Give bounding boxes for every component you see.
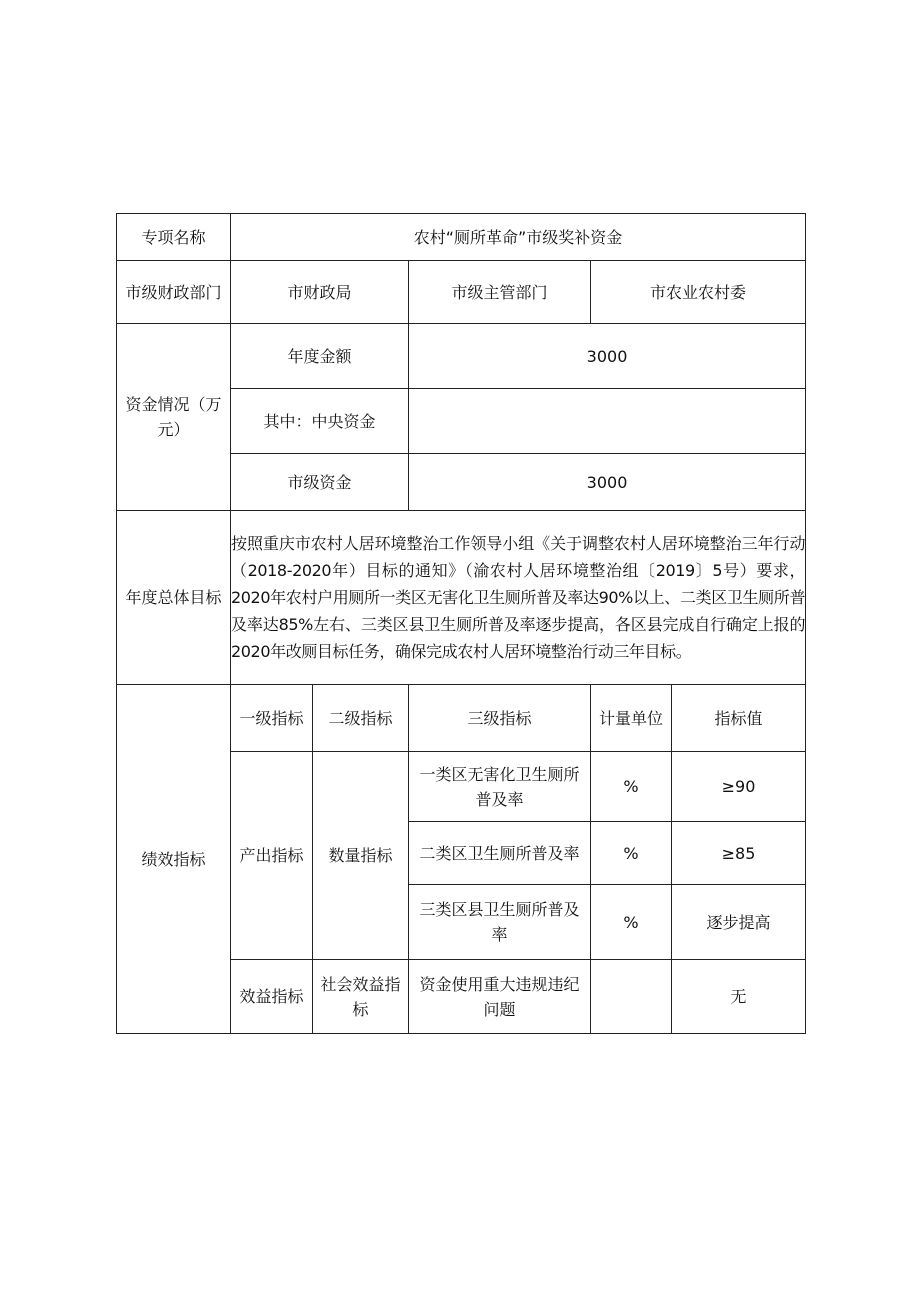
indicator-unit: % xyxy=(591,885,672,960)
indicator-value: ≥90 xyxy=(672,752,806,822)
table-row xyxy=(117,511,806,685)
project-name-label: 专项名称 xyxy=(117,214,231,261)
finance-dept-label: 市级财政部门 xyxy=(117,261,231,324)
finance-dept: 市财政局 xyxy=(231,261,409,324)
indicator-value: 无 xyxy=(672,960,806,1034)
header-level1: 一级指标 xyxy=(231,685,313,752)
benefit-label: 效益指标 xyxy=(231,960,313,1034)
table-row xyxy=(117,324,806,389)
indicator-unit: % xyxy=(591,822,672,885)
municipal-funds: 3000 xyxy=(409,454,806,511)
social-benefit-label: 社会效益指标 xyxy=(313,960,409,1034)
central-funds xyxy=(409,389,806,454)
indicator-name: 三类区县卫生厕所普及率 xyxy=(409,885,591,960)
quantity-label: 数量指标 xyxy=(313,752,409,960)
indicator-unit xyxy=(591,960,672,1034)
indicator-value: ≥85 xyxy=(672,822,806,885)
annual-amount: 3000 xyxy=(409,324,806,389)
annual-amount-label: 年度金额 xyxy=(231,324,409,389)
indicator-name: 资金使用重大违规违纪问题 xyxy=(409,960,591,1034)
table-row xyxy=(117,261,806,324)
header-level2: 二级指标 xyxy=(313,685,409,752)
performance-table xyxy=(116,213,806,1034)
header-value: 指标值 xyxy=(672,685,806,752)
table-row xyxy=(117,214,806,261)
competent-dept: 市农业农村委 xyxy=(591,261,806,324)
indicator-name: 一类区无害化卫生厕所普及率 xyxy=(409,752,591,822)
header-level3: 三级指标 xyxy=(409,685,591,752)
central-funds-label: 其中：中央资金 xyxy=(231,389,409,454)
annual-goal-text: 按照重庆市农村人居环境整治工作领导小组《关于调整农村人居环境整治三年行动（2018-2020年）目标的通知》（渝农村人居环境整治组〔2019〕5号）要求，2020年农村户用厕所一类区无害化卫生厕所普及率达90%以上、二类区卫生厕所普及率达85%左右、三类区县卫生厕所普及率逐步提高，各区县完成自行确定上报的2020年改厕目标任务，确保完成农村人居环境整治行动三年目标。 xyxy=(231,511,806,685)
funds-label: 资金情况（万元） xyxy=(117,324,231,511)
header-unit: 计量单位 xyxy=(591,685,672,752)
competent-dept-label: 市级主管部门 xyxy=(409,261,591,324)
project-name: 农村“厕所革命”市级奖补资金 xyxy=(231,214,806,261)
performance-label: 绩效指标 xyxy=(117,685,231,1034)
output-label: 产出指标 xyxy=(231,752,313,960)
indicator-value: 逐步提高 xyxy=(672,885,806,960)
indicator-unit: % xyxy=(591,752,672,822)
municipal-funds-label: 市级资金 xyxy=(231,454,409,511)
table-row xyxy=(117,685,806,752)
indicator-name: 二类区卫生厕所普及率 xyxy=(409,822,591,885)
annual-goal-label: 年度总体目标 xyxy=(117,511,231,685)
